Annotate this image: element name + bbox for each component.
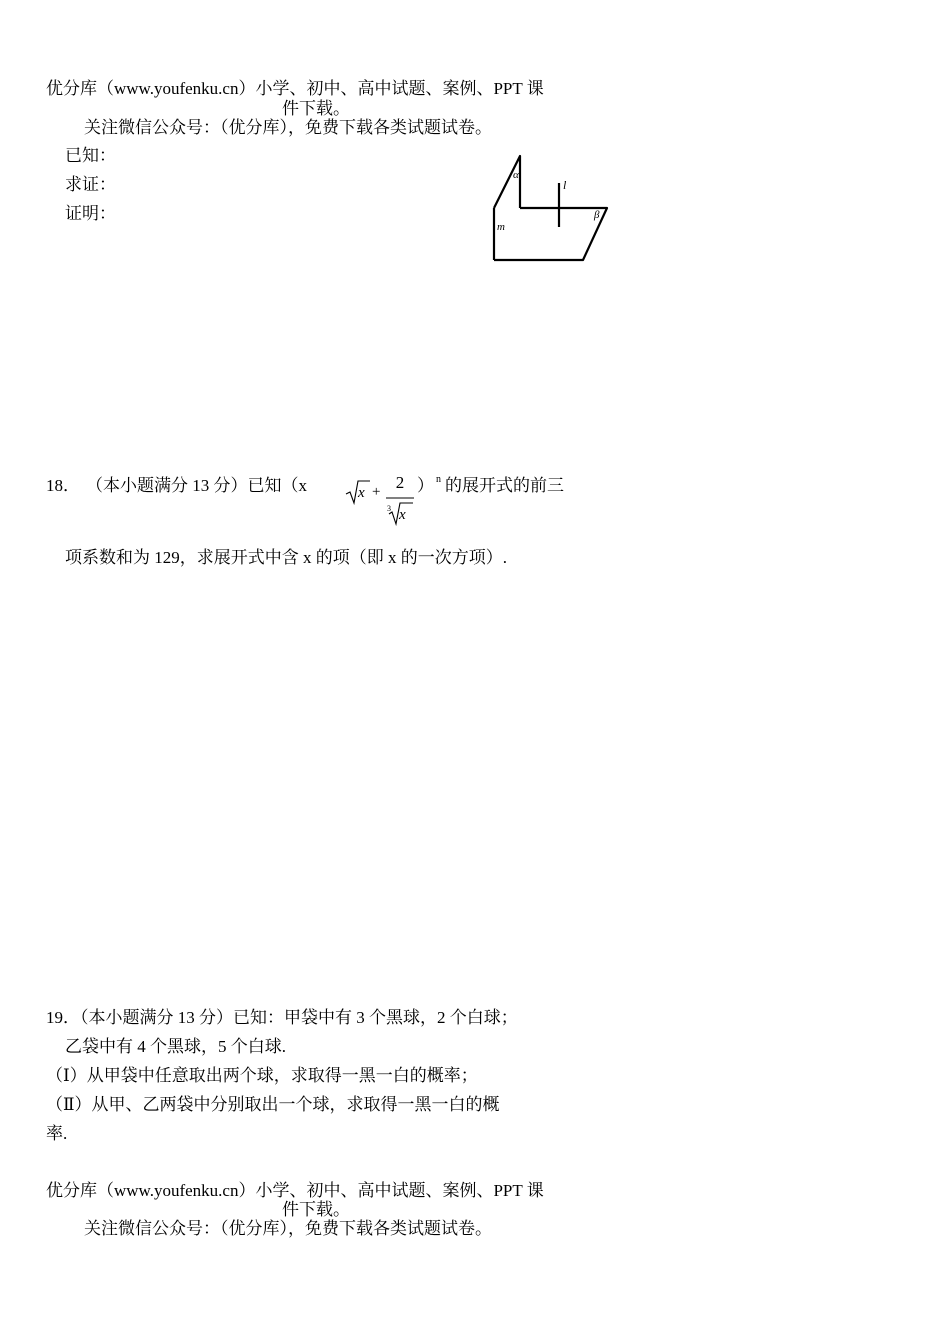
q18-root-index: 3 <box>387 504 391 513</box>
q19-part-2: （Ⅱ）从甲、乙两袋中分别取出一个球，求取得一黑一白的概 <box>46 1095 500 1114</box>
label-m: m <box>497 221 505 233</box>
q19-line-1: 19．（本小题满分 13 分）已知：甲袋中有 3 个黑球，2 个白球； <box>46 1008 518 1027</box>
q18-prefix: （本小题满分 13 分）已知（x <box>86 476 307 495</box>
label-alpha: α <box>513 169 519 181</box>
q19-part-2-cont: 率. <box>46 1124 68 1143</box>
label-l: l <box>563 178 567 192</box>
q19-part-1: （Ⅰ）从甲袋中任意取出两个球，求取得一黑一白的概率； <box>46 1066 478 1085</box>
plane-alpha <box>494 156 520 208</box>
header-line-3: 关注微信公众号：（优分库），免费下载各类试题试卷。 <box>84 118 492 137</box>
prove-label: 求证： <box>65 175 116 194</box>
header-line-1: 优分库（www.youfenku.cn）小学、初中、高中试题、案例、PPT 课 <box>46 79 544 98</box>
footer-line-3: 关注微信公众号：（优分库），免费下载各类试题试卷。 <box>84 1219 492 1238</box>
q18-plus: + <box>372 484 381 500</box>
q18-exponent: n <box>436 474 441 485</box>
known-label: 已知： <box>65 146 116 165</box>
proof-label: 证明： <box>65 204 116 223</box>
header-line-2: 件下载。 <box>282 99 350 118</box>
plane-figure <box>488 150 613 265</box>
q18-fraction-bar <box>386 497 414 499</box>
footer-line-1: 优分库（www.youfenku.cn）小学、初中、高中试题、案例、PPT 课 <box>46 1181 544 1200</box>
q18-line-2: 项系数和为 129，求展开式中含 x 的项（即 x 的一次方项）. <box>65 548 507 567</box>
label-beta: β <box>594 209 600 221</box>
q18-root-var: x <box>399 507 406 523</box>
q18-sqrt-var: x <box>358 485 365 501</box>
q18-number: 18． <box>46 476 80 495</box>
q18-numerator: 2 <box>395 473 405 492</box>
q18-suffix: 的展开式的前三 <box>445 476 564 495</box>
plane-beta <box>494 208 607 260</box>
q18-close-paren: ） <box>417 476 434 495</box>
q19-line-2: 乙袋中有 4 个黑球，5 个白球. <box>65 1037 286 1056</box>
footer-line-2: 件下载。 <box>282 1200 350 1219</box>
